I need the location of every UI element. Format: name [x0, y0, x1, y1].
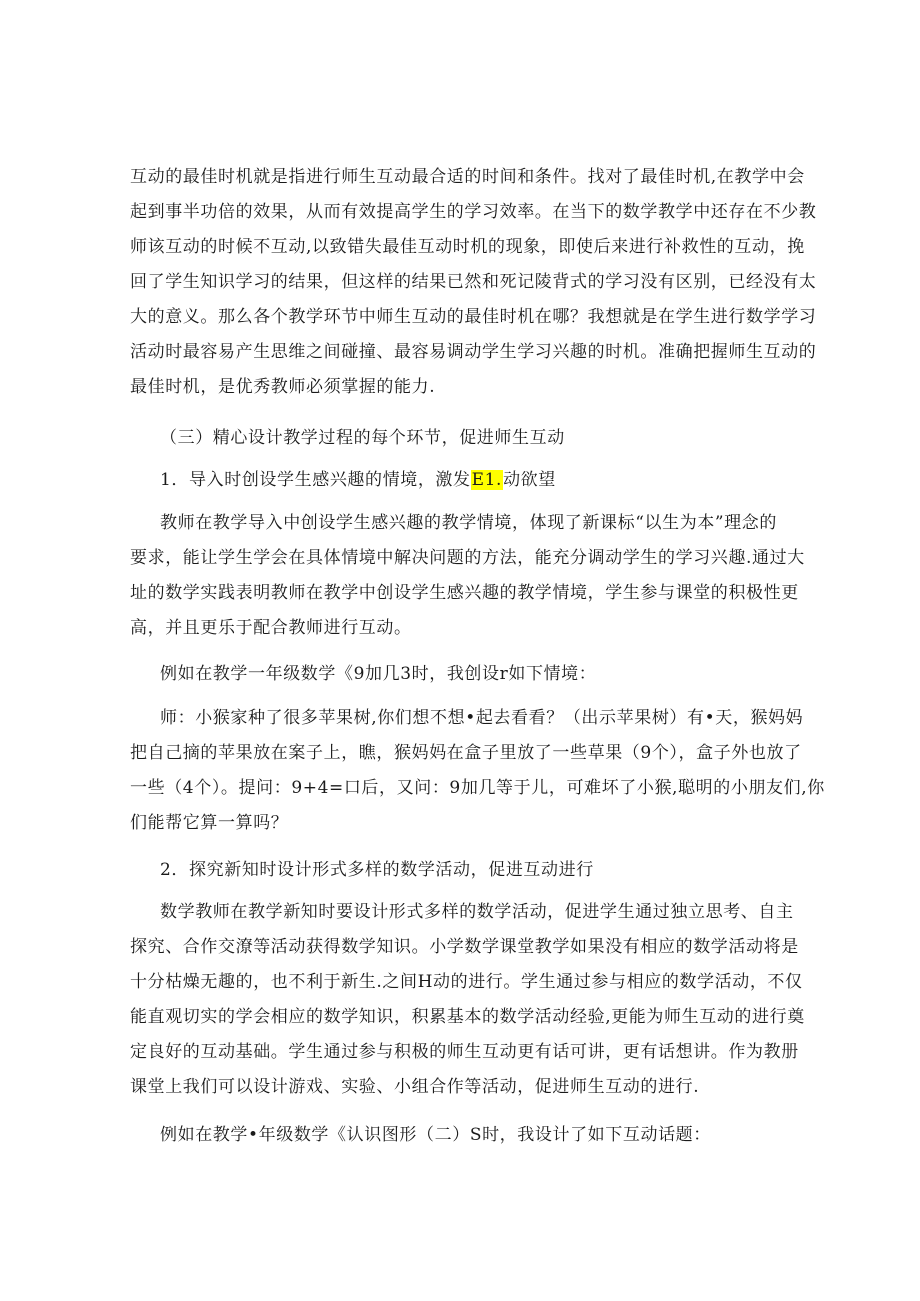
example-line: 例如在教学•年级数学《认识图形（二）S时，我设计了如下互动话题： — [160, 1125, 711, 1145]
highlighted-text: E1. — [471, 470, 503, 490]
paragraph-line: 址的数学实践表明教师在教学中创设学生感兴趣的教学情境，学生参与课堂的积极性更 — [130, 583, 799, 603]
paragraph-line: 活动时最容易产生思维之间碰撞、最容易调动学生学习兴趣的时机。准确把握师生互动的 — [130, 342, 817, 362]
subheading-1-text-end: 动欲望 — [503, 470, 556, 490]
subheading-1-text: 1．导入时创设学生感兴趣的情境，激发 — [160, 470, 471, 490]
paragraph-line: 师：小猴家种了很多苹果树,你们想不想•起去看看？（出示苹果树）有•天，猴妈妈 — [160, 708, 804, 728]
paragraph-line: 十分枯燥无趣的，也不利于新生.之间H动的进行。学生通过参与相应的数学活动，不仅 — [130, 972, 803, 992]
example-line: 例如在教学一年级数学《9加几3时，我创设r如下情境： — [160, 664, 597, 684]
paragraph-line: 教师在教学导入中创设学生感兴趣的教学情境，体现了新课标“以生为本”理念的 — [160, 513, 777, 533]
paragraph-line: 们能帮它算一算吗？ — [130, 813, 289, 833]
paragraph-line: 大的意义。那么各个教学环节中师生互动的最佳时机在哪？我想就是在学生进行数学学习 — [130, 307, 817, 327]
paragraph-line: 课堂上我们可以设计游戏、实验、小组合作等活动，促进师生互动的进行. — [130, 1077, 700, 1097]
paragraph-line: 互动的最佳时机就是指进行师生互动最合适的时间和条件。找对了最佳时机,在教学中会 — [130, 167, 805, 187]
paragraph-line: 一些（4个）。提问：9+4=口后，又问：9加几等于儿，可难坏了小猴,聪明的小朋友们,你 — [130, 778, 825, 798]
subheading-2: 2．探究新知时设计形式多样的数学活动，促进互动进行 — [160, 860, 594, 880]
paragraph-line: 要求，能让学生学会在具体情境中解决问题的方法，能充分调动学生的学习兴趣.通过大 — [130, 548, 805, 568]
paragraph-line: 能直观切实的学会相应的数学知识，积累基本的数学活动经验,更能为师生互动的进行奠 — [130, 1007, 805, 1027]
paragraph-line: 把自己摘的苹果放在案子上，瞧，猴妈妈在盒子里放了一些草果（9个），盒子外也放了 — [130, 743, 802, 763]
subheading-1 — [160, 468, 556, 492]
paragraph-line: 师该互动的时候不互动,以致错失最佳互动时机的现象，即使后来进行补救性的互动，挽 — [130, 237, 805, 257]
section-heading: （三）精心设计教学过程的每个环节，促进师生互动 — [160, 428, 565, 448]
paragraph-line: 定良好的互动基础。学生通过参与积极的师生互动更有话可讲，更有话想讲。作为教册 — [130, 1042, 799, 1062]
paragraph-line: 最佳时机，是优秀教师必须掌握的能力. — [130, 377, 436, 397]
paragraph-line: 探究、合作交潦等活动获得数学知识。小学数学课堂教学如果没有相应的数学活动将是 — [130, 937, 799, 957]
paragraph-line: 高，并且更乐于配合教师进行互动。 — [130, 618, 412, 638]
paragraph-line: 起到事半功倍的效果，从而有效提高学生的学习效率。在当下的数学教学中还存在不少教 — [130, 202, 817, 222]
paragraph-line: 回了学生知识学习的结果，但这样的结果已然和死记陵背式的学习没有区别，已经没有太 — [130, 272, 817, 292]
paragraph-line: 数学教师在教学新知时要设计形式多样的数学活动，促进学生通过独立思考、自主 — [160, 902, 794, 922]
